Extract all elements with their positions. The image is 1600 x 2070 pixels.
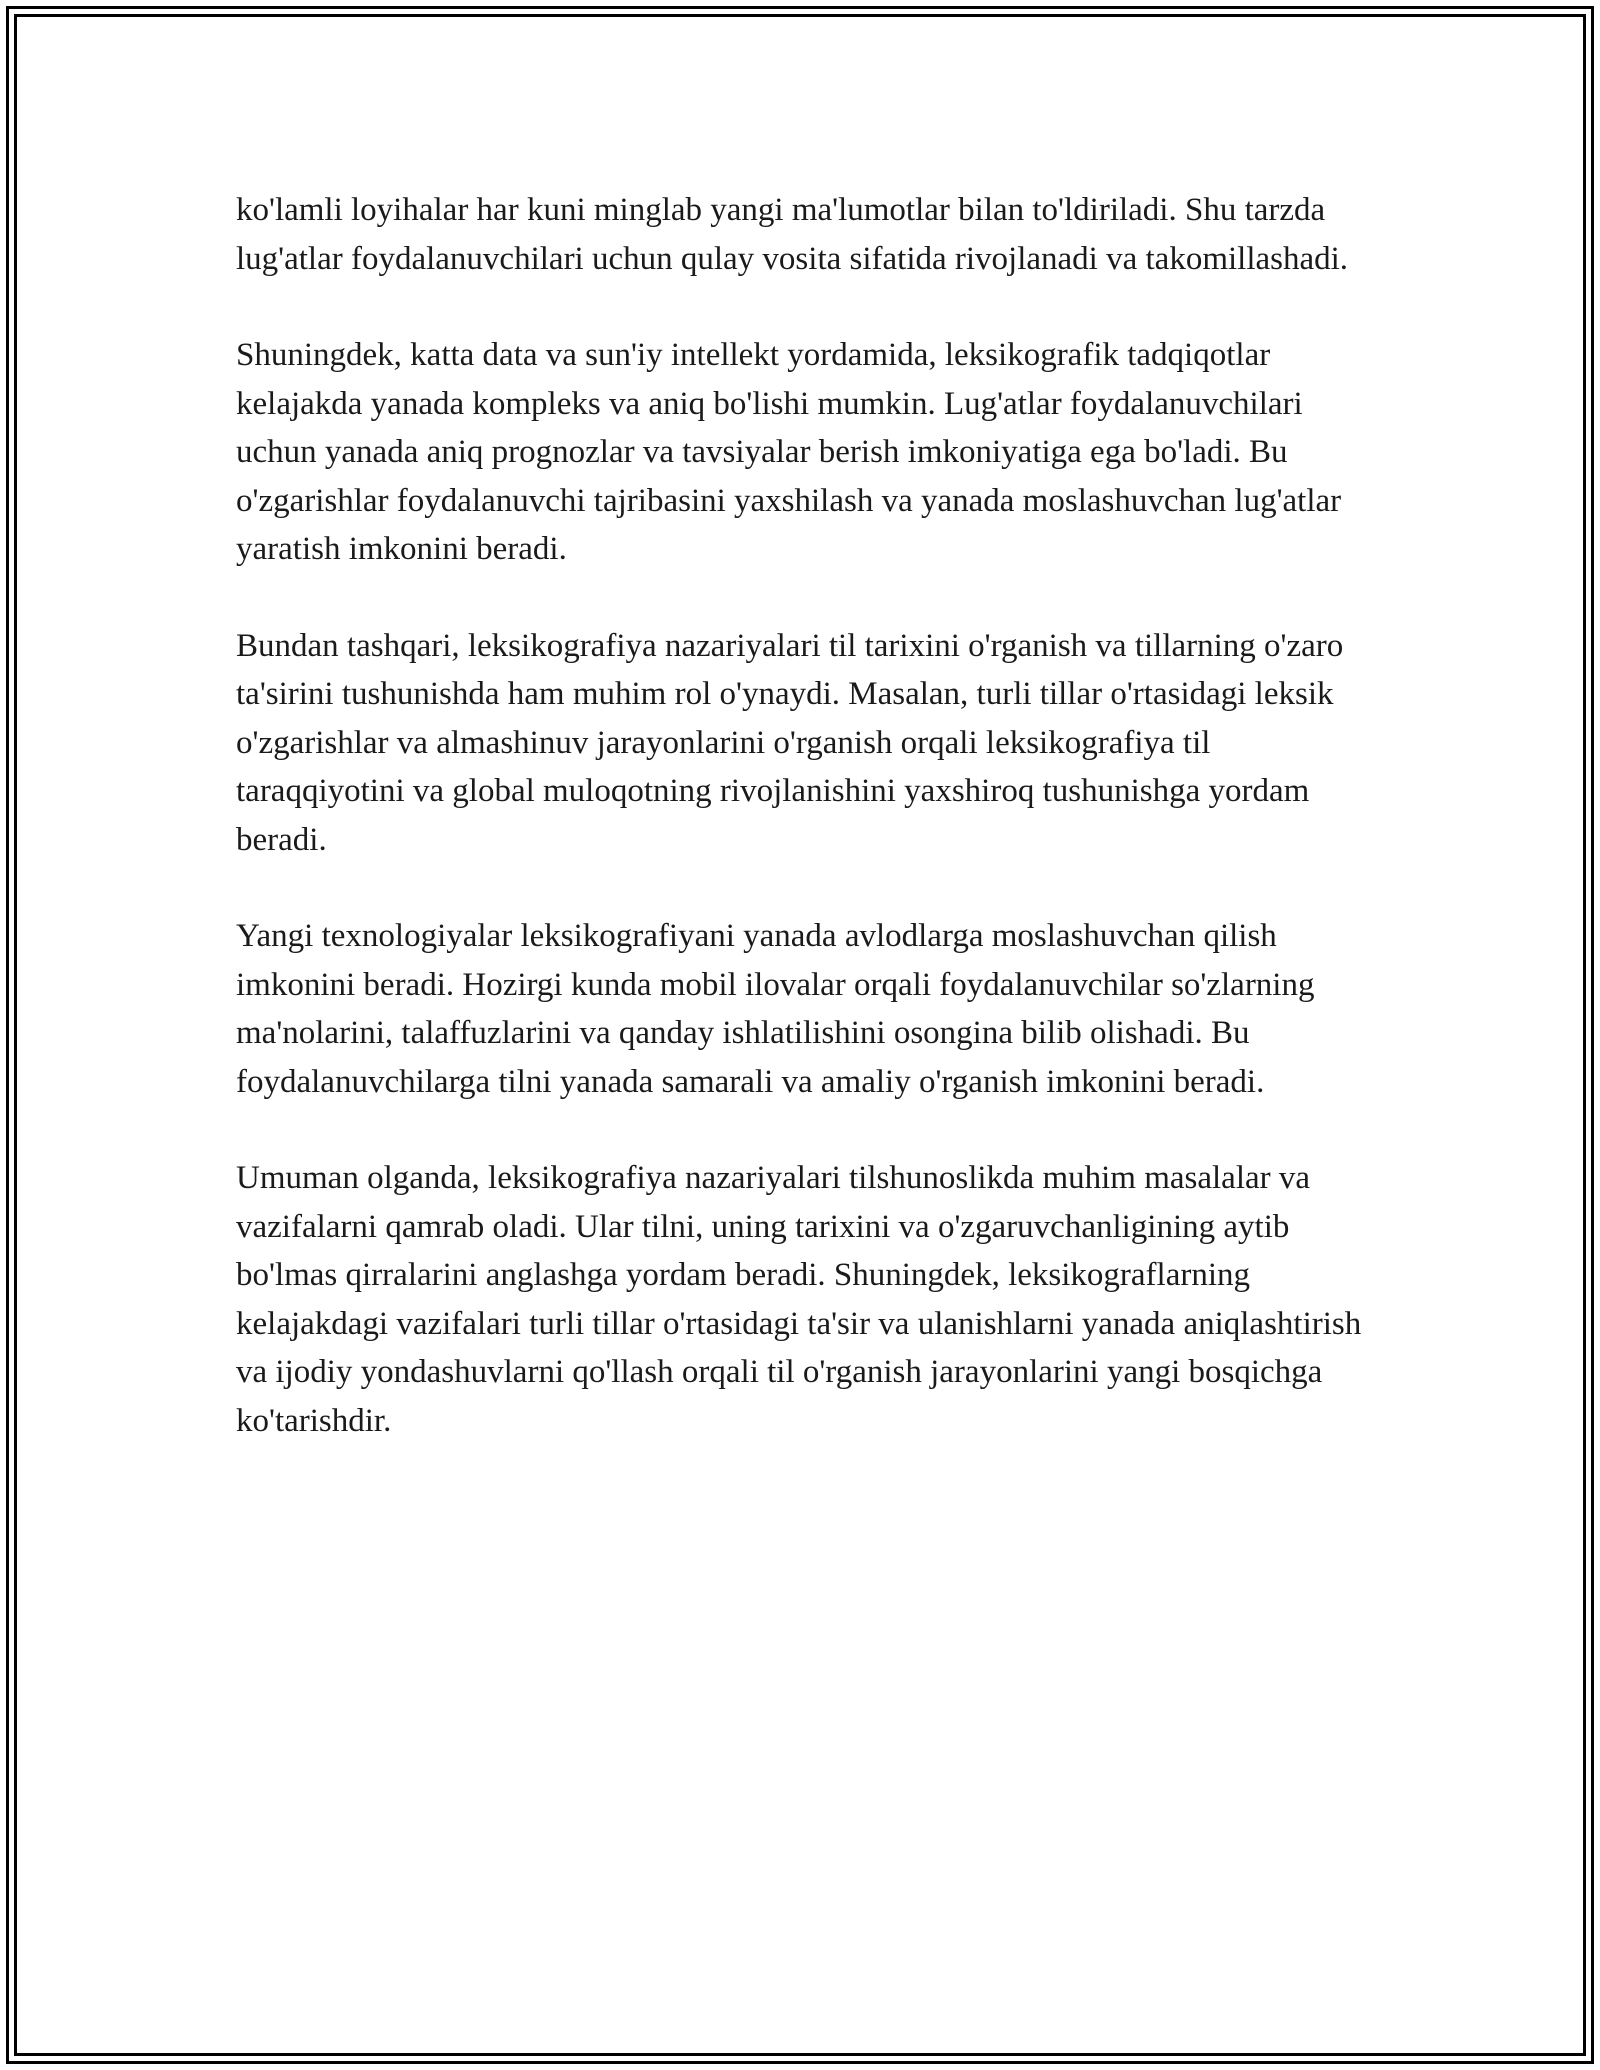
- paragraph-5: Umuman olganda, leksikografiya nazariyalari tilshunoslikda muhim masalalar va vazifalarni qamrab oladi. Ular tilni, uning tarixini va o'zgaruvchanligining aytib bo'lmas qirralarini anglashga yordam beradi. Shuningdek, leksikograflarning kelajakdagi vazifalari turli tillar o'rtasidagi ta'sir va ulanishlarni yanada aniqlashtirish va ijodiy yondashuvlarni qo'llash orqali til o'rganish jarayonlarini yangi bosqichga ko'tarishdir.: [236, 1160, 1362, 1439]
- paragraph-3: Bundan tashqari, leksikografiya nazariyalari til tarixini o'rganish va tillarning o'zaro ta'sirini tushunishda ham muhim rol o'ynaydi. Masalan, turli tillar o'rtasidagi leksik o'zgarishlar va almashinuv jarayonlarini o'rganish orqali leksikografiya til taraqqiyotini va global muloqotning rivojlanishini yaxshiroq tushunishga yordam beradi.: [236, 627, 1344, 858]
- paragraph-4: Yangi texnologiyalar leksikografiyani yanada avlodlarga moslashuvchan qilish imkonini beradi. Hozirgi kunda mobil ilovalar orqali foydalanuvchilar so'zlarning ma'nolarini, talaffuzlarini va qanday ishlatilishini osongina bilib olishadi. Bu foydalanuvchilarga tilni yanada samarali va amaliy o'rganish imkonini beradi.: [236, 918, 1315, 1100]
- paragraph-1: ko'lamli loyihalar har kuni minglab yangi ma'lumotlar bilan to'ldiriladi. Shu tarzda lug'atlar foydalanuvchilari uchun qulay vosita sifatida rivojlanadi va takomillashadi.: [236, 192, 1349, 277]
- document-body: [236, 186, 1366, 1445]
- paragraph-2: Shuningdek, katta data va sun'iy intellekt yordamida, leksikografik tadqiqotlar kelajakda yanada kompleks va aniq bo'lishi mumkin. Lug'atlar foydalanuvchilari uchun yanada aniq prognozlar va tavsiyalar berish imkoniyatiga ega bo'ladi. Bu o'zgarishlar foydalanuvchi tajribasini yaxshilash va yanada moslashuvchan lug'atlar yaratish imkonini beradi.: [236, 337, 1342, 567]
